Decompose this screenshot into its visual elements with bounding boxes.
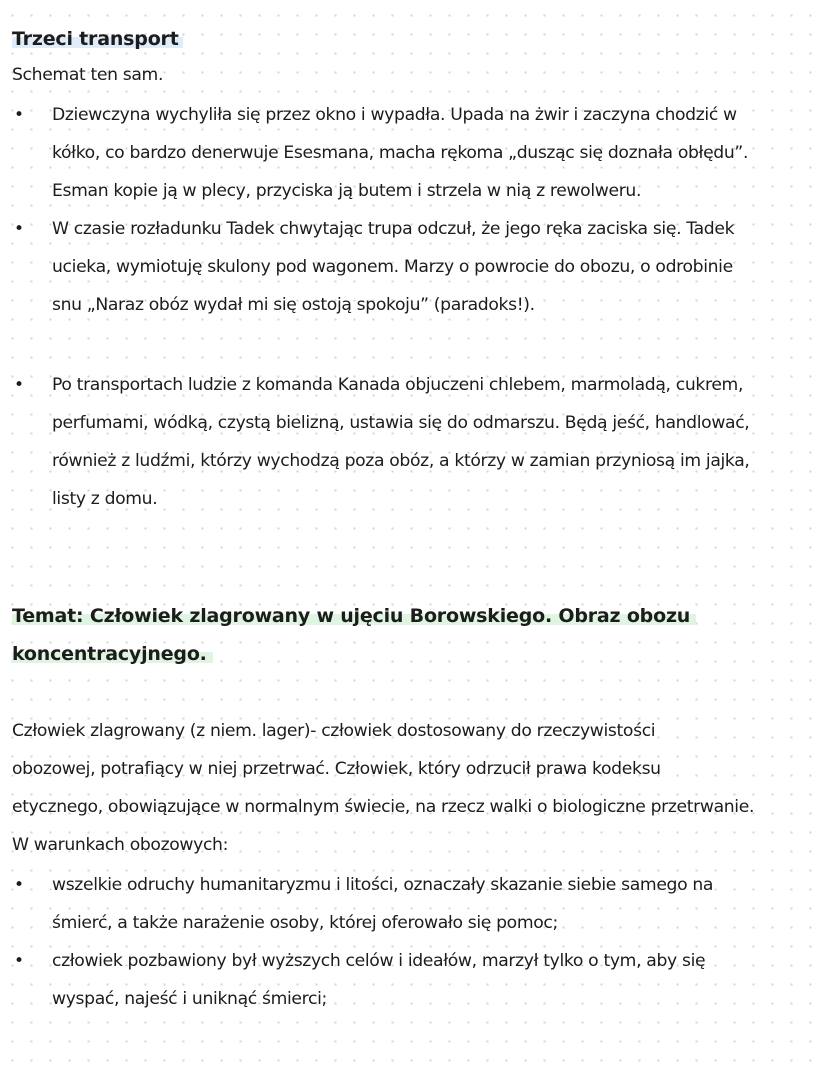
section-title-trzeci-transport: Trzeci transport [12, 20, 183, 58]
list-item: • wszelkie odruchy humanitaryzmu i litości, oznaczały skazanie siebie samego na śmierć, a także narażenie osoby, której oferowało się pomoc; [0, 866, 713, 942]
bullet-list-kanada [0, 366, 750, 518]
bullet-list-transport [0, 96, 748, 324]
bullet-icon: • [14, 875, 24, 895]
section-title-temat: Temat: Człowiek zlagrowany w ujęciu Borowskiego. Obraz obozu koncentracyjnego. [12, 597, 696, 673]
list-item: • Po transportach ludzie z komanda Kanada objuczeni chlebem, marmoladą, cukrem, perfumami, wódką, czystą bielizną, ustawia się do odmarszu. Będą jeść, handlować, również z ludźmi, którzy wychodzą poza obóz, a którzy w zamian przyniosą im jajka, listy z domu. [0, 366, 750, 518]
list-item: • W czasie rozładunku Tadek chwytając trupa odczuł, że jego ręka zaciska się. Tadek ucieka, wymiotuję skulony pod wagonem. Marzy o powrocie do obozu, o odrobinie snu „Naraz obóz wydał mi się ostoją spokoju” (paradoks!). [0, 210, 748, 324]
list-item: • człowiek pozbawiony był wyższych celów i ideałów, marzył tylko o tym, aby się wyspać, najeść i uniknąć śmierci; [0, 942, 713, 1018]
bullet-icon: • [14, 375, 24, 395]
bullet-icon: • [14, 105, 24, 125]
bullet-icon: • [14, 219, 24, 239]
bullet-icon: • [14, 951, 24, 971]
definition-paragraph: Człowiek zlagrowany (z niem. lager)- człowiek dostosowany do rzeczywistości obozowej, potrafiący w niej przetrwać. Człowiek, który odrzucił prawa kodeksu etycznego, obowiązujące w normalnym świecie, na rzecz walki o biologiczne przetrwanie. W warunkach obozowych: [12, 721, 755, 855]
list-item: • Dziewczyna wychyliła się przez okno i wypadła. Upada na żwir i zaczyna chodzić w kółko, co bardzo denerwuje Esesmana, macha rękoma „dusząc się doznała obłędu”. Esman kopie ją w plecy, przyciska ją butem i strzela w nią z rewolweru. [0, 96, 748, 210]
bullet-list-warunki [0, 866, 713, 1018]
section-intro: Schemat ten sam. [12, 65, 164, 85]
